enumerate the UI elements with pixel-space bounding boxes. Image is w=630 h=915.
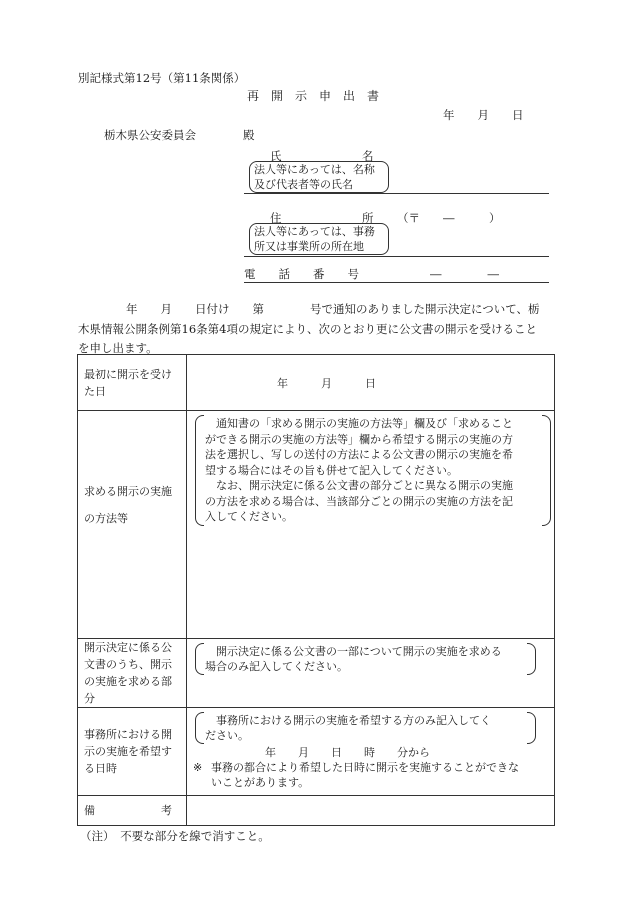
office-datetime-field[interactable]: [187, 708, 555, 796]
label-line: る日時: [84, 762, 117, 775]
document-title: 再 開 示 申 出 書: [247, 89, 380, 103]
request-table: [77, 354, 555, 826]
form-number: 別記様式第12号（第11条関係）: [78, 71, 246, 85]
caution-mark: ※: [193, 761, 203, 774]
applicant-phone-value[interactable]: ― ―: [430, 267, 499, 281]
portion-note-bracket-left: [195, 643, 204, 675]
note-line: なお、開示決定に係る公文書の部分ごとに異なる開示の実施: [205, 479, 513, 492]
office-note-bracket-left: [195, 712, 204, 744]
table-row-remarks: [78, 796, 555, 826]
first-disclosure-date-field[interactable]: [187, 355, 555, 411]
label-line: た日: [84, 384, 106, 398]
applicant-name-line[interactable]: [244, 193, 549, 194]
table-row-portion: [78, 639, 555, 708]
label-line: 分: [84, 692, 95, 705]
applicant-address-note-1: 法人等にあっては、事務: [254, 225, 375, 238]
note-line: 望する場合にはその旨も併せて記入してください。: [205, 463, 458, 477]
method-label: [78, 411, 187, 639]
method-note: [205, 416, 513, 525]
note-line: の方法を求める場合は、当該部分ごとの開示の実施の方法を記: [205, 494, 513, 508]
office-note: [205, 713, 491, 743]
note-line: ができる開示の実施の方法等」欄から希望する開示の実施の方: [205, 432, 513, 446]
addressee-name: 栃木県公安委員会: [104, 128, 196, 142]
body-line-2: 木県情報公開条例第16条第4項の規定により、次のとおり更に公文書の開示を受けること: [78, 322, 537, 336]
remarks-label: 備 考: [78, 796, 187, 826]
label-line: の実施を求める部: [84, 675, 172, 688]
applicant-address-note-2: 所又は事業所の所在地: [254, 240, 364, 253]
applicant-name-label: 氏 名: [270, 149, 374, 163]
applicant-phone-line[interactable]: [244, 282, 549, 283]
addressee-honorific: 殿: [243, 128, 255, 142]
note-line: 入してください。: [205, 510, 293, 523]
portion-field[interactable]: [187, 639, 555, 708]
office-note-bracket-right: [527, 712, 536, 744]
label-line: の方法等: [84, 511, 128, 525]
body-line-1: 年 月 日付け 第 号で通知のありました開示決定について、栃: [126, 302, 540, 316]
method-note-bracket-right: [542, 415, 551, 526]
note-line: 法を選択し、写しの送付の方法による公文書の開示の実施を希: [205, 448, 513, 461]
label-line: 示の実施を希望す: [84, 745, 172, 758]
label-line: 最初に開示を受け: [84, 367, 172, 381]
portion-note: [205, 644, 502, 674]
note-line: 事務所における開示の実施を希望する方のみ記入してく: [205, 714, 491, 727]
remarks-field[interactable]: [187, 796, 555, 826]
applicant-name-note-2: 及び代表者等の氏名: [254, 178, 353, 191]
note-line: 場合のみ記入してください。: [205, 660, 348, 673]
applicant-address-line[interactable]: [244, 256, 549, 257]
method-note-bracket-left: [195, 415, 204, 526]
label-line: 文書のうち、開示: [84, 658, 172, 671]
label-line: 求める開示の実施: [84, 484, 172, 498]
note-line: ださい。: [205, 729, 249, 742]
applicant-phone-label: 電 話 番 号: [244, 267, 359, 281]
application-date[interactable]: 年 月 日: [443, 108, 524, 122]
method-field[interactable]: [187, 411, 555, 639]
preferred-datetime[interactable]: 年 月 日 時 分から: [265, 746, 430, 759]
portion-label: [78, 639, 187, 708]
note-line: 開示決定に係る公文書の一部について開示の実施を求める: [205, 645, 502, 658]
table-row-office-datetime: [78, 708, 555, 796]
portion-note-bracket-right: [527, 643, 536, 675]
footer-note: （注） 不要な部分を線で消すこと。: [80, 829, 270, 843]
office-datetime-label: [78, 708, 187, 796]
applicant-name-note-1: 法人等にあっては、名称: [254, 163, 375, 176]
caution-line-1: 事務の都合により希望した日時に開示を実施することができな: [211, 761, 519, 774]
table-row-method: [78, 411, 555, 639]
note-line: 通知書の「求める開示の実施の方法等」欄及び「求めること: [205, 417, 513, 430]
applicant-address-label: 住 所: [270, 211, 374, 225]
postal-code-field[interactable]: （〒 ― ）: [397, 211, 501, 225]
first-disclosure-date-value: 年 月 日: [277, 376, 376, 390]
caution-line-2: いことがあります。: [211, 776, 310, 789]
body-line-3: を申し出ます。: [78, 341, 158, 355]
table-row-first-disclosure-date: [78, 355, 555, 411]
label-line: 開示決定に係る公: [84, 641, 172, 654]
first-disclosure-date-label: [78, 355, 187, 411]
label-line: 事務所における開: [84, 728, 172, 741]
